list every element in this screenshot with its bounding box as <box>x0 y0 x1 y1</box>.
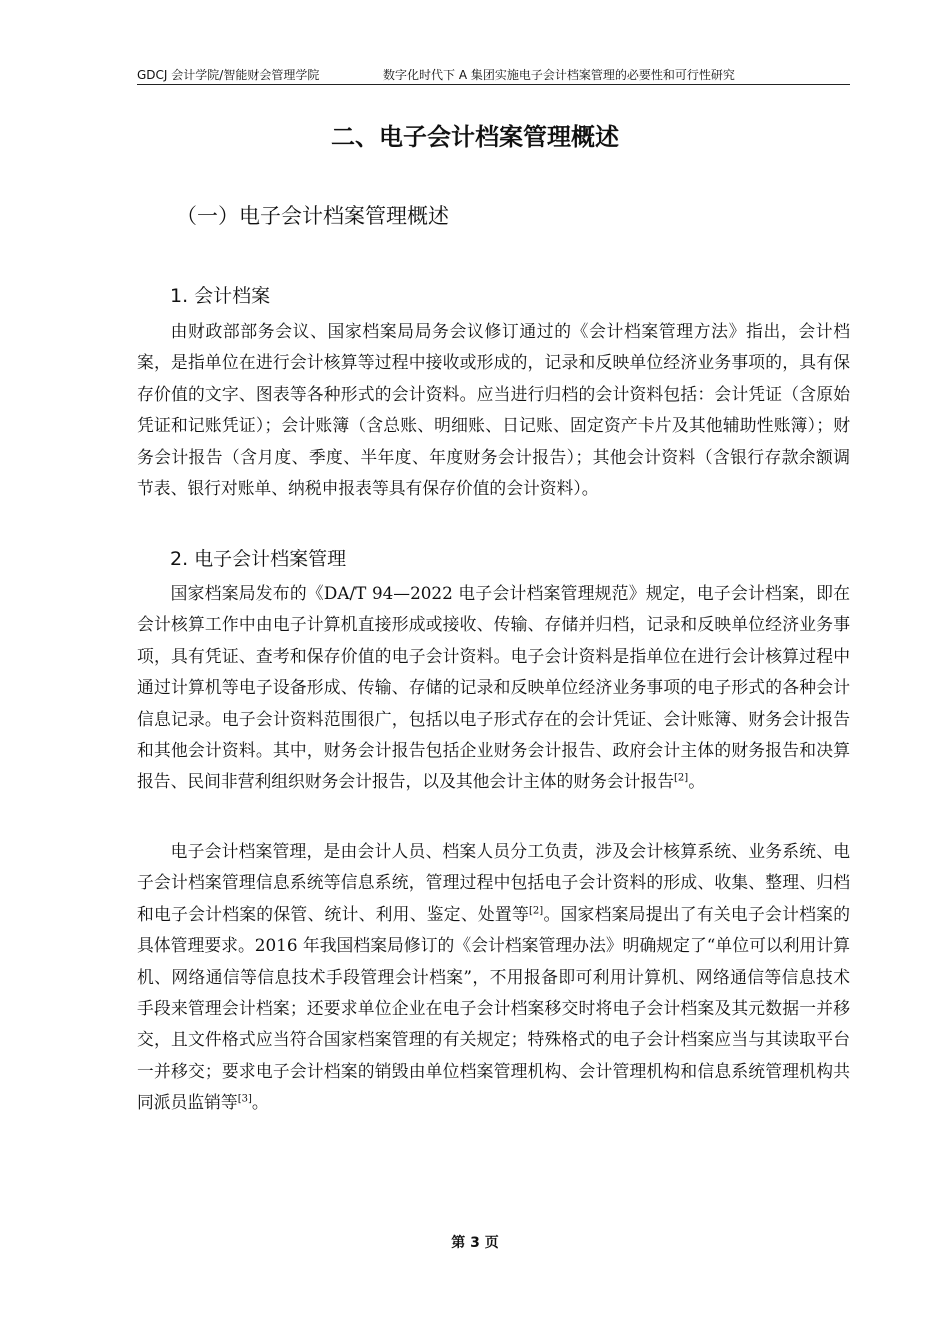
paragraph-electronic-archives-definition <box>137 578 850 798</box>
citation-marker: [2] <box>674 772 689 784</box>
page-header <box>137 66 850 85</box>
paragraph-text: 国家档案局发布的《DA/T 94—2022 电子会计档案管理规范》规定，电子会计档案，即在会计核算工作中由电子计算机直接形成或接收、传输、存储并归档，记录和反映单位经济业务事项，具有凭证、查考和保存价值的电子会计资料。电子会计资料是指单位在进行会计核算过程中通过计算机等电子设备形成、传输、存储的记录和反映单位经济业务事项的电子形式的各种会计信息记录。电子会计资料范围很广，包括以电子形式存在的会计凭证、会计账簿、财务会计报告和其他会计资料。其中，财务会计报告包括企业财务会计报告、政府会计主体的财务报告和决算报告、民间非营利组织财务会计报告，以及其他会计主体的财务会计报告 <box>137 583 850 792</box>
paragraph-tail: 。 <box>251 1092 269 1113</box>
page-number: 第 3 页 <box>451 1235 499 1251</box>
paragraph-tail: 。 <box>688 771 705 792</box>
section-title: （一）电子会计档案管理概述 <box>176 204 449 228</box>
paragraph-electronic-archives-management <box>137 836 850 1119</box>
subsection-title-accounting-archives: 1. 会计档案 <box>170 285 271 307</box>
chapter-title: 二、电子会计档案管理概述 <box>331 123 619 151</box>
paragraph-text: 由财政部部务会议、国家档案局局务会议修订通过的《会计档案管理方法》指出，会计档案，是指单位在进行会计核算等过程中接收或形成的，记录和反映单位经济业务事项的，具有保存价值的文字、图表等各种形式的会计资料。应当进行归档的会计资料包括：会计凭证（含原始凭证和记账凭证）；会计账簿（含总账、明细账、日记账、固定资产卡片及其他辅助性账簿）；财务会计报告（含月度、季度、半年度、年度财务会计报告）；其他会计资料（含银行存款余额调节表、银行对账单、纳税申报表等具有保存价值的会计资料）。 <box>137 321 850 499</box>
citation-marker: [3] <box>237 1093 252 1105</box>
citation-marker: [2] <box>529 905 544 917</box>
paragraph-text-continued: 。国家档案局提出了有关电子会计档案的具体管理要求。2016 年我国档案局修订的《会计档案管理办法》明确规定了“单位可以利用计算机、网络通信等信息技术手段管理会计档案”，不用报备即可利用计算机、网络通信等信息技术手段来管理会计档案；还要求单位企业在电子会计档案移交时将电子会计档案及其元数据一并移交，且文件格式应当符合国家档案管理的有关规定；特殊格式的电子会计档案应当与其读取平台一并移交；要求电子会计档案的销毁由单位档案管理机构、会计管理机构和信息系统管理机构共同派员监销等 <box>137 903 850 1113</box>
paragraph-text: 电子会计档案管理，是由会计人员、档案人员分工负责，涉及会计核算系统、业务系统、电子会计档案管理信息系统等信息系统，管理过程中包括电子会计资料的形成、收集、整理、归档和电子会计档案的保管、统计、利用、鉴定、处置等 <box>137 841 850 924</box>
paragraph-accounting-archives <box>137 316 850 504</box>
subsection-title-electronic-archives-management: 2. 电子会计档案管理 <box>170 548 347 570</box>
header-school: GDCJ 会计学院/智能财会管理学院 <box>137 68 320 82</box>
header-thesis-title: 数字化时代下 A 集团实施电子会计档案管理的必要性和可行性研究 <box>383 68 735 82</box>
